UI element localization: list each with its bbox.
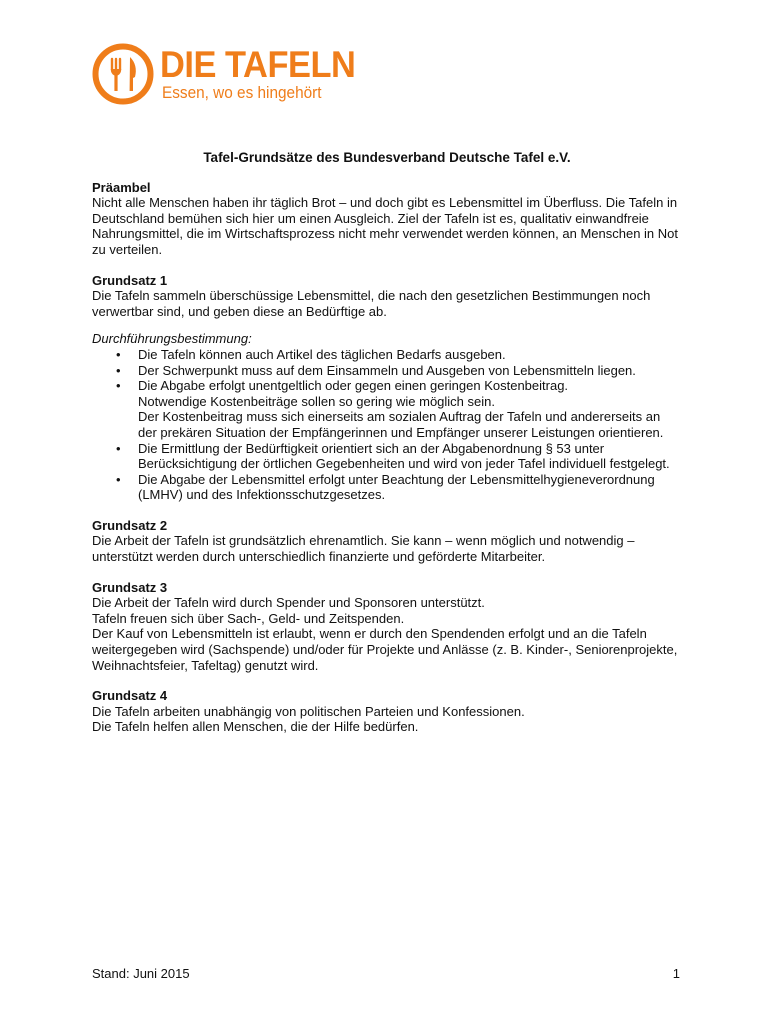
- footer-stand: Stand: Juni 2015: [92, 966, 190, 981]
- preamble-section: [92, 180, 682, 258]
- list-item: [138, 347, 682, 363]
- durchfuehrung-list: [92, 347, 682, 503]
- grundsatz-1-text: Die Tafeln sammeln überschüssige Lebensmittel, die nach den gesetzlichen Bestimmungen noch verwertbar sind, und geben diese an Bedürftige ab.: [92, 288, 651, 319]
- grundsatz-4-line: Die Tafeln arbeiten unabhängig von politischen Parteien und Konfessionen.: [92, 703, 525, 719]
- grundsatz-3-heading: Grundsatz 3: [92, 579, 168, 595]
- list-item: [138, 378, 682, 440]
- durchfuehrung-section: [92, 331, 682, 503]
- document-body: [92, 150, 682, 750]
- tafeln-logo: [92, 43, 370, 105]
- list-item: [138, 363, 682, 379]
- grundsatz-3-line: Tafeln freuen sich über Sach-, Geld- und Zeitspenden.: [92, 610, 405, 626]
- grundsatz-2-heading: Grundsatz 2: [92, 517, 168, 533]
- list-item: [138, 441, 682, 472]
- logo-brand-text: DIE TAFELN: [160, 44, 356, 85]
- grundsatz-3-line: Die Arbeit der Tafeln wird durch Spender und Sponsoren unterstützt.: [92, 595, 485, 611]
- durchfuehrung-heading: Durchführungsbestimmung:: [92, 331, 252, 347]
- document-title: Tafel-Grundsätze des Bundesverband Deutsche Tafel e.V.: [203, 150, 571, 165]
- bullet-text: Die Ermittlung der Bedürftigkeit orientiert sich an der Abgabenordnung § 53 unter Berücksichtigung der örtlichen Gegebenheiten und wird von jeder Tafel individuell festgelegt.: [138, 440, 670, 472]
- logo-tagline: Essen, wo es hingehört: [162, 84, 322, 102]
- preamble-heading: Präambel: [92, 179, 151, 195]
- fork-knife-plate-icon: [92, 43, 154, 105]
- grundsatz-4-heading: Grundsatz 4: [92, 688, 168, 704]
- bullet-text: Die Tafeln können auch Artikel des täglichen Bedarfs ausgeben.: [138, 346, 506, 362]
- bullet-text: Der Kostenbeitrag muss sich einerseits am sozialen Auftrag der Tafeln und andererseits an der prekären Situation der Empfängerinnen und Empfänger unserer Leistungen orientieren.: [138, 409, 664, 440]
- grundsatz-2-text: Die Arbeit der Tafeln ist grundsätzlich ehrenamtlich. Sie kann – wenn möglich und notwendig – unterstützt werden durch unterschiedlich finanzierte und geförderte Mitarbeiter.: [92, 533, 635, 565]
- bullet-text: • Die Abgabe erfolgt unentgeltlich oder gegen einen geringen Kostenbeitrag.: [138, 378, 569, 394]
- grundsatz-2-section: [92, 518, 682, 565]
- bullet-text: Der Schwerpunkt muss auf dem Einsammeln und Ausgeben von Lebensmitteln liegen.: [138, 362, 636, 378]
- grundsatz-1-heading: Grundsatz 1: [92, 272, 168, 288]
- preamble-text: Nicht alle Menschen haben ihr täglich Brot – und doch gibt es Lebensmittel im Überfluss. Die Tafeln in Deutschland bemühen sich hier um einen Ausgleich. Ziel der Tafeln ist es, qualitativ einwandfreie Nahrungsmittel, die im Wirtschaftsprozess nicht mehr verwendet werden können, an Menschen in Not zu verteilen.: [92, 195, 678, 257]
- bullet-text: Notwendige Kostenbeiträge sollen so gering wie möglich sein.: [138, 393, 495, 409]
- grundsatz-3-line: Der Kauf von Lebensmitteln ist erlaubt, wenn er durch den Spendenden erfolgt und an die Tafeln weitergegeben wird (Sachspende) und/oder für Projekte und Anlässe (z. B. Kinder-, Seniorenprojekte, Weihnachtsfeier, Tafeltag) genutzt wird.: [92, 626, 678, 673]
- grundsatz-3-section: [92, 580, 682, 674]
- grundsatz-1-section: [92, 273, 682, 320]
- grundsatz-4-section: [92, 688, 682, 735]
- grundsatz-4-line: Die Tafeln helfen allen Menschen, die der Hilfe bedürfen.: [92, 719, 419, 735]
- bullet-text: Die Abgabe der Lebensmittel erfolgt unter Beachtung der Lebensmittelhygieneverordnung (LMHV) und des Infektionsschutzgesetzes.: [138, 471, 655, 503]
- page-number: 1: [672, 966, 680, 981]
- list-item: [138, 472, 682, 503]
